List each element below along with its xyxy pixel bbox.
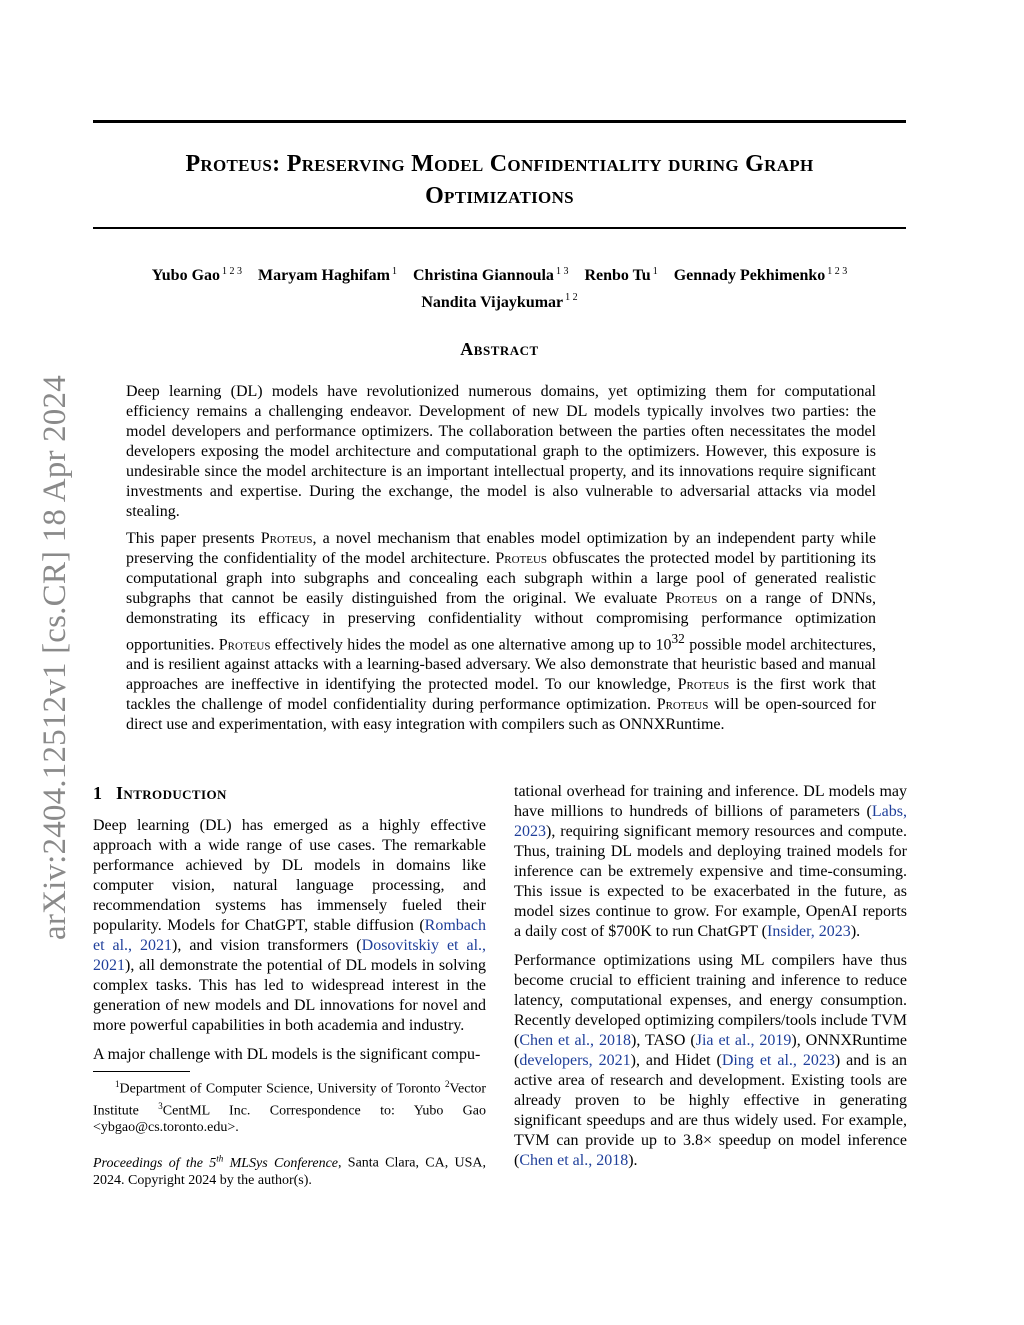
- affiliations: $^1$Department of Computer Science, University of Toronto $^2$Vector Institute $^3$CentML Inc. Correspondence to: Yubo Gao <ybgao@cs.toronto.edu>.: [93, 1079, 487, 1136]
- footnote: [93, 1076, 486, 1189]
- abstract-paragraph-1: Deep learning (DL) models have revolutionized numerous domains, yet optimizing them for computational efficiency remains a challenging endeavor. Development of new DL models typically involves two parties: the model developers and performance optimizers. The collaboration between the parties often necessitates the model developers exposing the model architecture and computational graph to the optimizers. However, this exposure is undesirable since the model architecture is an important intellectual property, and its innovations require significant investments and expertise. During the exchange, the model is also vulnerable to adversarial attacks via model stealing.: [126, 383, 876, 520]
- author: Christina Giannoula $^{1 3}$: [413, 266, 569, 285]
- citation-link[interactable]: Chen et al., 2018: [519, 1032, 631, 1049]
- intro-paragraph-3: Performance optimizations using ML compilers have thus become crucial to efficient training and inference to reduce latency, computational expenses, and energy consumption. Recently developed optimizing compilers/tools include TVM (Chen et al., 2018), TASO (Jia et al., 2019), ONNXRuntime (developers, 2021), and Hidet (Ding et al., 2023) and is an active area of research and development. Existing tools are already proven to be highly effective in generating significant speedups and are thus widely used. For example, TVM can provide up to 3.8× speedup on model inference (Chen et al., 2018).: [514, 952, 908, 1169]
- title-line-2: Optimizations: [425, 183, 574, 209]
- intro-paragraph-1: Deep learning (DL) has emerged as a highly effective approach with a wide range of use cases. The remarkable performance achieved by DL models in domains like computer vision, natural language processing, and recommendation systems has immensely fueled their popularity. Models for ChatGPT, stable diffusion (Rombach et al., 2021), and vision transformers (Dosovitskiy et al., 2021), all demonstrate the potential of DL models in solving complex tasks. This has led to widespread interest in the generation of new models and DL innovations for novel and more powerful capabilities in both academia and industry.: [93, 817, 487, 1034]
- proceedings-note: Proceedings of the 5th MLSys Conference, Santa Clara, CA, USA, 2024. Copyright 2024 by the author(s).: [93, 1153, 486, 1188]
- author-list: [93, 261, 906, 314]
- author: Maryam Haghifam $^1$: [258, 266, 397, 285]
- citation-link[interactable]: Jia et al., 2019: [695, 1032, 792, 1049]
- citation-link[interactable]: Labs, 2023: [514, 803, 907, 840]
- abstract-paragraph-2: This paper presents Proteus, a novel mechanism that enables model optimization by an independent party while preserving the confidentiality of the model architecture. Proteus obfuscates the protected model by partitioning its computational graph into subgraphs and concealing each subgraph within a large pool of generated realistic subgraphs that cannot be easily distinguished from the original. We evaluate Proteus on a range of DNNs, demonstrating its efficacy in preserving confidentiality without compromising performance optimization opportunities. Proteus effectively hides the model as one alternative among up to $10^{32}$ possible model architectures, and is resilient against attacks with a learning-based adversary. We also demonstrate that heuristic based and manual approaches are ineffective in identifying the protected model. To our knowledge, Proteus is the first work that tackles the challenge of model confidentiality during performance optimization. Proteus will be open-sourced for direct use and experimentation, with easy integration with compilers such as ONNXRuntime.: [126, 530, 877, 734]
- citation-link[interactable]: Ding et al., 2023: [721, 1052, 835, 1069]
- citation-link[interactable]: Insider, 2023: [767, 923, 851, 940]
- abstract-body: [126, 382, 876, 742]
- footnote-rule: [93, 1071, 190, 1072]
- proteus-name: Proteus: [677, 676, 730, 694]
- citation-link[interactable]: Rombach et al., 2021: [93, 917, 486, 954]
- citation-link[interactable]: developers, 2021: [519, 1052, 631, 1069]
- title-rule-top: [93, 120, 906, 123]
- author: Gennady Pekhimenko $^{1 2 3}$: [673, 266, 848, 285]
- author: Yubo Gao $^{1 2 3}$: [151, 266, 243, 285]
- intro-paragraph-2-cont: tational overhead for training and inference. DL models may have millions to hundreds of billions of parameters (Labs, 2023), requiring significant memory resources and compute. Thus, training DL models and deploying trained models for inference can be extremely expensive and time-consuming. This issue is expected to be exacerbated in the future, as model sizes continue to grow. For example, OpenAI reports a daily cost of $700K to run ChatGPT (Insider, 2023).: [514, 783, 907, 940]
- right-column: [514, 782, 907, 1180]
- proteus-name: Proteus: [260, 530, 313, 547]
- proteus-name: Proteus: [656, 696, 709, 714]
- paper-title: [93, 148, 906, 212]
- title-line-1: Proteus: Preserving Model Confidentiality during Graph: [185, 151, 814, 177]
- author: Renbo Tu $^1$: [584, 266, 658, 285]
- author: Nandita Vijaykumar $^{1 2}$: [421, 292, 578, 311]
- title-rule-bottom: [93, 227, 906, 229]
- citation-link[interactable]: Dosovitskiy et al., 2021: [93, 937, 487, 974]
- proteus-name: Proteus: [495, 550, 548, 567]
- intro-paragraph-2-start: A major challenge with DL models is the significant compu-: [93, 1046, 481, 1063]
- left-column: [93, 782, 486, 1189]
- arxiv-stamp: arXiv:2404.12512v1 [cs.CR] 18 Apr 2024: [37, 375, 73, 940]
- abstract-heading: Abstract: [460, 339, 539, 359]
- proteus-name: Proteus: [665, 590, 718, 607]
- citation-link[interactable]: Chen et al., 2018: [519, 1152, 629, 1169]
- section-heading-introduction: 1 Introduction: [93, 783, 227, 803]
- proteus-name: Proteus: [218, 636, 271, 654]
